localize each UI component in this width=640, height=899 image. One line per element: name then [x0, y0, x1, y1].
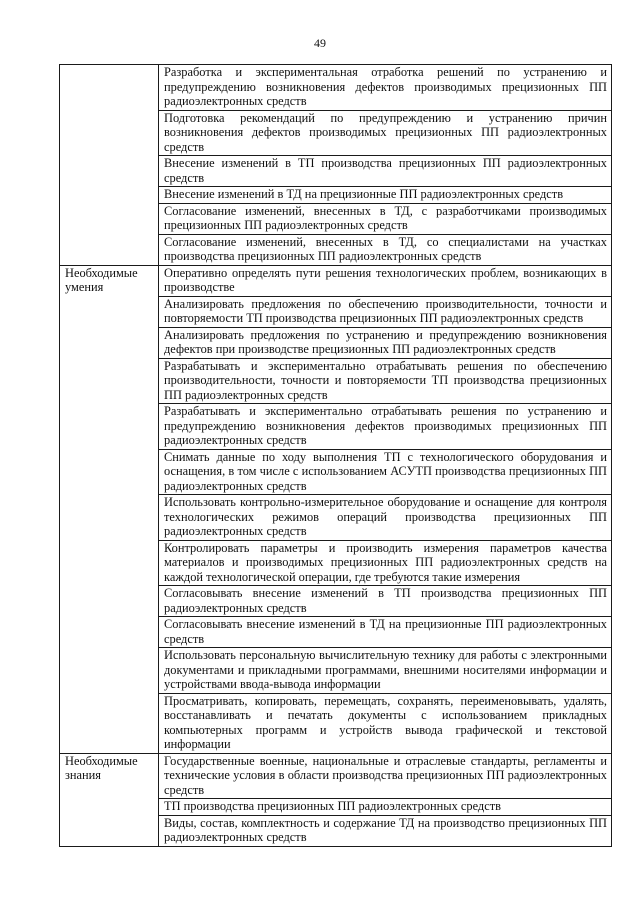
section-item: Контролировать параметры и производить измерения параметров качества материалов и производимых прецизионных ПП радиоэлектронных средств на каждой технологической операции, где требуются такие измерения: [159, 540, 612, 586]
section-item: Подготовка рекомендаций по предупреждению и устранению причин возникновения дефектов производимых прецизионных ПП радиоэлектронных средств: [159, 110, 612, 156]
section-item: Разработка и экспериментальная отработка решений по устранению и предупреждению возникновения дефектов производимых прецизионных ПП радиоэлектронных средств: [159, 65, 612, 111]
section-item: Внесение изменений в ТД на прецизионные ПП радиоэлектронных средств: [159, 187, 612, 204]
section-item: Согласовывать внесение изменений в ТД на прецизионные ПП радиоэлектронных средств: [159, 617, 612, 648]
section-item: ТП производства прецизионных ПП радиоэлектронных средств: [159, 799, 612, 816]
section-item: Согласование изменений, внесенных в ТД, с разработчиками производимых прецизионных ПП радиоэлектронных средств: [159, 203, 612, 234]
section-item: Оперативно определять пути решения технологических проблем, возникающих в производстве: [159, 265, 612, 296]
section-item: Анализировать предложения по обеспечению производительности, точности и повторяемости ТП производства прецизионных ПП радиоэлектронных средств: [159, 296, 612, 327]
competency-table: [59, 64, 612, 847]
section-item: Согласовывать внесение изменений в ТП производства прецизионных ПП радиоэлектронных средств: [159, 586, 612, 617]
section-item: Разрабатывать и экспериментально отрабатывать решения по устранению и предупреждению возникновения дефектов производимых прецизионных ПП радиоэлектронных средств: [159, 404, 612, 450]
section-item: Государственные военные, национальные и отраслевые стандарты, регламенты и технические условия в области производства прецизионных ПП радиоэлектронных средств: [159, 753, 612, 799]
section-item: Просматривать, копировать, перемещать, сохранять, переименовывать, удалять, восстанавливать и печатать документы с использованием прикладных компьютерных программ и устройств вывода графической и текстовой информации: [159, 693, 612, 753]
section-item: Использовать персональную вычислительную технику для работы с электронными документами и прикладными программами, внешними носителями информации и устройствами ввода-вывода информации: [159, 648, 612, 694]
table-row: [60, 265, 612, 296]
page-number: 49: [314, 36, 326, 50]
section-item: Использовать контрольно-измерительное оборудование и оснащение для контроля технологических режимов операций производства прецизионных ПП радиоэлектронных средств: [159, 495, 612, 541]
section-item: Разрабатывать и экспериментально отрабатывать решения по обеспечению производительности, точности и повторяемости ТП производства прецизионных ПП радиоэлектронных средств: [159, 358, 612, 404]
section-label: Необходимые знания: [60, 753, 159, 846]
section-label: Необходимые умения: [60, 265, 159, 753]
table-row: [60, 753, 612, 799]
table-row: [60, 65, 612, 111]
competency-table-body: [60, 65, 612, 847]
section-item: Внесение изменений в ТП производства прецизионных ПП радиоэлектронных средств: [159, 156, 612, 187]
section-item: Виды, состав, комплектность и содержание ТД на производство прецизионных ПП радиоэлектронных средств: [159, 815, 612, 846]
section-label: [60, 65, 159, 266]
section-item: Снимать данные по ходу выполнения ТП с технологического оборудования и оснащения, в том числе с использованием АСУТП производства прецизионных ПП радиоэлектронных средств: [159, 449, 612, 495]
section-item: Согласование изменений, внесенных в ТД, со специалистами на участках производства прецизионных ПП радиоэлектронных средств: [159, 234, 612, 265]
section-item: Анализировать предложения по устранению и предупреждению возникновения дефектов при производстве прецизионных ПП радиоэлектронных средств: [159, 327, 612, 358]
